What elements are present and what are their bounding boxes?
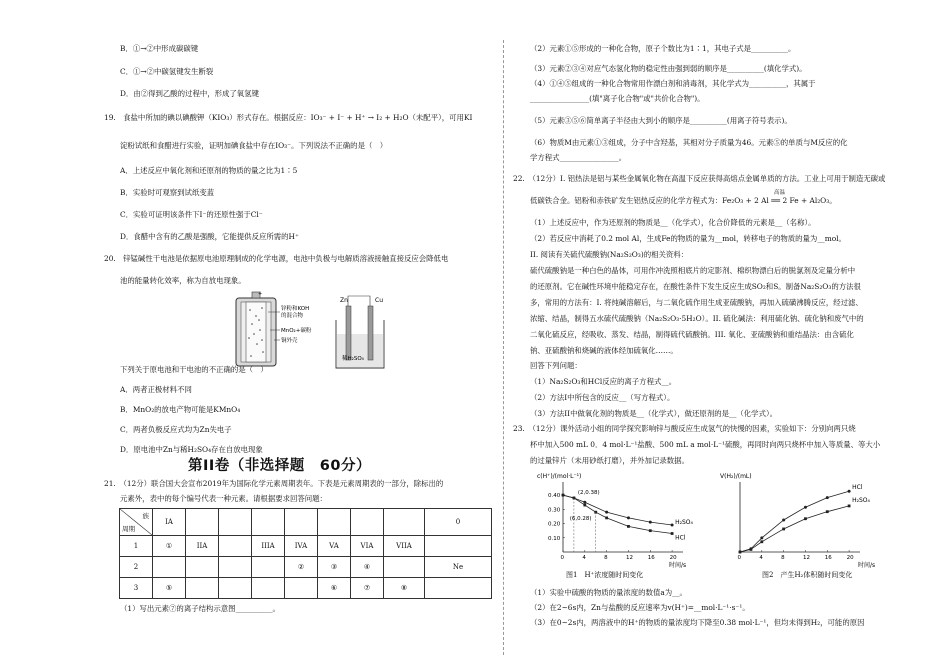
- table-cell: ⑤: [153, 578, 186, 599]
- table-cell: [425, 578, 492, 599]
- cu-label: Cu: [375, 297, 383, 304]
- data-point: [826, 510, 829, 513]
- table-cell: ①: [153, 536, 186, 557]
- cu-electrode: [368, 306, 373, 360]
- q23-line-2: 杯中加入500 mL 0．4 mol·L⁻¹盐酸、500 mL a mol·L⁻¹硫酸，再同时向两只烧杯中加入等质量、等大小: [530, 440, 881, 449]
- data-point: [649, 521, 652, 524]
- data-point: [848, 505, 851, 508]
- data-point: [826, 496, 829, 499]
- battery-label-shell: 铜外壳: [281, 338, 298, 344]
- table-header-cell: [285, 509, 318, 536]
- q22-line-12: 回答下列问题：: [530, 361, 582, 370]
- table-cell: [252, 557, 285, 578]
- table-cell: [219, 578, 252, 599]
- acid-label: 稀H₂SO₄: [342, 356, 364, 362]
- data-point: [750, 548, 753, 551]
- data-point: [562, 494, 565, 497]
- fig2-ylabel: V(H₂)/(mL): [720, 473, 752, 480]
- x-tick-label: 12: [802, 555, 810, 561]
- table-cell: [186, 557, 219, 578]
- figure-2-chart: [718, 470, 893, 570]
- series-label: H₂SO₄: [852, 496, 870, 504]
- table-cell: [219, 557, 252, 578]
- table-cell: IVA: [285, 536, 318, 557]
- table-cell: ③: [318, 557, 351, 578]
- periodic-table: [119, 508, 492, 599]
- fig2-xlabel: 时间/s: [858, 562, 876, 569]
- q19-option-b: B．实验时可观察到试纸变蓝: [120, 188, 215, 197]
- table-cell: VA: [318, 536, 351, 557]
- q22-line-4: （2）若反应中消耗了0.2 mol Al，生成Fe的物质的量为__mol，转移电子的物质的量为__mol。: [530, 234, 846, 243]
- q21-line-2: 元素外，表中的每个编号代表一种元素。请根据要求回答问题：: [120, 494, 327, 503]
- table-header-cell: [219, 509, 252, 536]
- y-tick-label: 0.20: [548, 521, 561, 528]
- table-cell: IIA: [186, 536, 219, 557]
- series-label: H₂SO₄: [675, 518, 693, 526]
- corner-group-label: 族: [142, 512, 149, 520]
- figure-1-caption: 图1 H⁺浓度随时间变化: [566, 571, 644, 579]
- q22-line-3: （1）上述反应中，作为还原剂的物质是__（化学式），化合价降低的元素是__（名称）。: [530, 218, 816, 227]
- figure-1-chart: [535, 470, 705, 570]
- q20-line-2: 池的能量转化效率，称为自放电现象。: [120, 276, 246, 285]
- q22-line-8: 多，常用的方法有：I. 将纯碱溶解后，与二氧化硫作用生成亚硫酸钠，再加入硫磺沸腾反应，经过滤、: [530, 298, 863, 307]
- table-cell: [219, 536, 252, 557]
- data-point: [627, 525, 630, 528]
- q21-sub-4a: （4）①④⑤组成的一种化合物常用作漂白剂和消毒剂，其化学式为__________，其属于: [530, 79, 816, 88]
- table-row: [120, 578, 492, 599]
- data-point: [804, 517, 807, 520]
- x-tick-label: 16: [647, 555, 655, 561]
- x-tick-label: 0: [737, 555, 741, 561]
- q23-sub-2: （2）在2~6s内，Zn与盐酸的反应速率为v(H⁺)=__mol·L⁻¹·s⁻¹。: [530, 603, 750, 612]
- table-header-cell: [186, 509, 219, 536]
- corner-period-label: 周期: [122, 525, 135, 533]
- q21-sub-5: （5）元素③⑤⑥简单离子半径由大到小的顺序是__________(用离子符号表示)。: [530, 116, 792, 125]
- data-point: [605, 516, 608, 519]
- q20-option-d: D．原电池中Zn与稀H₂SO₄存在自放电现象: [120, 445, 263, 454]
- x-tick-label: 16: [824, 555, 832, 561]
- q19-line-1: 19. 食盐中所加的碘以碘酸钾（KIO₃）形式存在。根据反应：IO₃⁻ + I⁻ + H⁺ → I₂ + H₂O（未配平），可用KI: [104, 113, 473, 122]
- q22-line-6: 硫代硫酸钠是一种白色的晶体，可用作冲洗照相底片的定影剂、棉织物漂白后的脱氯剂及定量分析中: [530, 266, 856, 275]
- q21-line-1: 21. （12分）联合国大会宣布2019年为国际化学元素周期表年。下表是元素周期表的一部分，除标出的: [104, 479, 444, 488]
- svg-text:+: +: [258, 291, 263, 297]
- table-header-cell: [351, 509, 384, 536]
- data-point: [583, 501, 586, 504]
- data-point: [671, 532, 674, 535]
- q22-line-9: 浓缩、结晶，制得五水硫代硫酸钠（Na₂S₂O₃·5H₂O）。II. 硫化碱法：利用硫化钠、硫化钠和废气中的: [530, 314, 864, 323]
- q20-option-b: B．MnO₂的放电产物可能是KMnO₄: [120, 405, 241, 414]
- q20-option-c: C．两者负极反应式均为Zn失电子: [120, 425, 232, 434]
- table-cell: ⑦: [351, 578, 384, 599]
- battery-label-mix: 锌粉和KOH: [281, 306, 310, 312]
- table-cell: [285, 578, 318, 599]
- series-line-0: [740, 491, 849, 552]
- table-cell: VIA: [351, 536, 384, 557]
- zn-electrode: [346, 306, 351, 360]
- x-tick-label: 8: [781, 555, 785, 561]
- table-cell: [153, 557, 186, 578]
- zn-label: Zn: [340, 297, 348, 304]
- table-row: [120, 557, 492, 578]
- q22-line-7: 的还原剂。它在碱性环境中能稳定存在，在酸性条件下发生反应生成SO₂和S。制备Na₂S₂O₃的方法很: [530, 282, 861, 291]
- data-point: [649, 529, 652, 532]
- q19-line-2: 淀粉试纸和食醋进行实验，证明加碘食盐中存在IO₃⁻。下列说法不正确的是（ ）: [120, 141, 388, 150]
- q21-sub-1: （1）写出元素⑦的离子结构示意图__________。: [120, 604, 280, 613]
- table-cell: ④: [351, 557, 384, 578]
- table-cell: [186, 578, 219, 599]
- q19-option-c: C．实验可证明该条件下I⁻的还原性强于Cl⁻: [120, 210, 263, 219]
- y-tick-label: 0.40: [548, 493, 561, 500]
- annotation-label: (2,0.38): [577, 489, 600, 496]
- table-cell: Ne: [425, 557, 492, 578]
- table-header-cell: [318, 509, 351, 536]
- data-point: [804, 506, 807, 509]
- battery-figure: [232, 290, 394, 372]
- data-point: [583, 504, 586, 507]
- table-cell: 3: [120, 578, 153, 599]
- table-cell: ⑥: [318, 578, 351, 599]
- q23-line-3: 的过量锌片（未用砂纸打磨），并外加记录数据。: [530, 456, 689, 465]
- data-point: [848, 490, 851, 493]
- table-row: [120, 536, 492, 557]
- series-line-1: [740, 506, 849, 552]
- q23-sub-3: （3）在0~2s内，两溶液中的H⁺的物质的量浓度均下降至0.38 mol·L⁻¹，但均未得到H₂，可能的原因: [530, 618, 865, 627]
- q22-line-10: 二氧化硫反应，经吸收、蒸发、结晶，制得硫代硫酸钠。III. 氧化、亚硫酸钠和重结晶法：由含硫化: [530, 330, 854, 339]
- y-tick-label: 0.30: [548, 507, 561, 514]
- x-tick-label: 4: [582, 555, 586, 561]
- q18-option-b: B．①→②中形成碳碳键: [120, 44, 199, 53]
- data-point: [627, 516, 630, 519]
- figure-2-caption: 图2 产生H₂体积随时间变化: [762, 571, 853, 579]
- table-corner-cell: [120, 509, 153, 536]
- table-header-cell: [384, 509, 425, 536]
- column-divider: [503, 40, 504, 655]
- q22-line-15: （3）方法II中做氧化剂的物质是__（化学式），做还原剂的是__（化学式）。: [530, 409, 778, 418]
- x-tick-label: 12: [625, 555, 633, 561]
- table-header-row: [120, 509, 492, 536]
- annotation-label: (6,0.28): [569, 516, 592, 523]
- reaction-condition: 高温: [774, 190, 786, 196]
- table-cell: VIIA: [384, 536, 425, 557]
- table-cell: [384, 557, 425, 578]
- q22-line-5: II. 阅读有关硫代硫酸钠(Na₂S₂O₃)的相关资料：: [530, 250, 689, 259]
- table-cell: IIIA: [252, 536, 285, 557]
- q19-option-a: A．上述反应中氧化剂和还原剂的物质的量之比为1∶5: [120, 166, 298, 175]
- table-cell: ⑧: [384, 578, 425, 599]
- data-point: [760, 536, 763, 539]
- table-cell: 1: [120, 536, 153, 557]
- data-point: [782, 528, 785, 531]
- q21-sub-4b: ________________(填"离子化合物"或"共价化合物")。: [530, 94, 705, 103]
- q21-sub-6b: 学方程式________________。: [530, 153, 627, 162]
- fig1-xlabel: 时间/s: [669, 562, 687, 569]
- q18-option-c: C．①→②中碳氢键发生断裂: [120, 67, 214, 76]
- series-label: HCl: [852, 484, 863, 492]
- q18-option-d: D．由②得到乙酸的过程中，形成了氧氢键: [120, 89, 259, 98]
- data-point: [605, 511, 608, 514]
- x-tick-label: 4: [759, 555, 763, 561]
- table-cell: 2: [120, 557, 153, 578]
- q22-line-14: （2）方法I中所包含的反应__（写方程式）。: [530, 393, 675, 402]
- data-point: [782, 519, 785, 522]
- table-header-cell: 0: [425, 509, 492, 536]
- q22-line-11: 钠、亚硫酸钠和烧碱的液体经加硫氧化……。: [530, 346, 678, 355]
- q21-sub-2: （2）元素①⑤形成的一种化合物，原子个数比为1∶1，其电子式是__________。: [530, 44, 796, 53]
- q22-line-2: 低碳铁合金。铝粉和赤铁矿发生铝热反应的化学方程式为：Fe₂O₃ + 2 Al ══ 2 Fe + Al₂O₃。: [530, 196, 837, 205]
- x-tick-label: 0: [560, 555, 564, 561]
- battery-label-mno2: MnO₂+碳粉: [281, 328, 312, 334]
- q21-sub-6a: （6）物质M由元素①③组成，分子中含羟基，其相对分子质量为46。元素⑤的单质与M反应的化: [530, 138, 848, 147]
- battery-label-mix2: 的混合物: [281, 313, 304, 319]
- table-header-cell: IA: [153, 509, 186, 536]
- q20-option-a: A．两者正极材料不同: [120, 385, 192, 394]
- x-tick-label: 8: [604, 555, 608, 561]
- x-tick-label: 20: [846, 555, 854, 561]
- table-header-cell: [252, 509, 285, 536]
- fig1-ylabel: c(H⁺)/(mol·L⁻¹): [537, 473, 582, 480]
- x-tick-label: 20: [669, 555, 677, 561]
- data-point: [671, 523, 674, 526]
- q19-option-d: D．食醋中含有的乙酸是强酸，它能提供反应所需的H⁺: [120, 232, 299, 241]
- table-cell: [252, 578, 285, 599]
- q23-line-1: 23. （12分）课外活动小组的同学探究影响锌与酸反应生成氢气的快慢的因素，实验如下：分别向两只烧: [513, 424, 856, 433]
- q21-sub-3: （3）元素②③④对应气态氢化物的稳定性由强到弱的顺序是__________(填化学式)。: [530, 64, 807, 73]
- data-point: [739, 551, 742, 554]
- q20-line-1: 20. 锌锰碱性干电池是依据原电池原理制成的化学电源，电池中负极与电解质溶液接触直接反应会降低电: [104, 254, 449, 263]
- section-heading: 第II卷（非选择题 60分）: [188, 458, 371, 474]
- series-line-1: [563, 495, 672, 533]
- table-cell: ②: [285, 557, 318, 578]
- y-tick-label: 0.10: [548, 535, 561, 542]
- q23-sub-1: （1）实验中硫酸的物质的量浓度的数值a为__。: [530, 588, 687, 597]
- q22-line-13: （1）Na₂S₂O₃和HCl反应的离子方程式__。: [530, 377, 677, 386]
- q22-line-1: 22. （12分）I. 铝热法是铝与某些金属氧化物在高温下反应获得高熔点金属单质的方法。工业上可用于制造无碳或: [513, 174, 886, 183]
- series-label: HCl: [675, 534, 686, 542]
- q20-question: 下列关于原电池和干电池的不正确的是（ ）: [120, 365, 268, 374]
- data-point: [760, 540, 763, 543]
- table-cell: [425, 536, 492, 557]
